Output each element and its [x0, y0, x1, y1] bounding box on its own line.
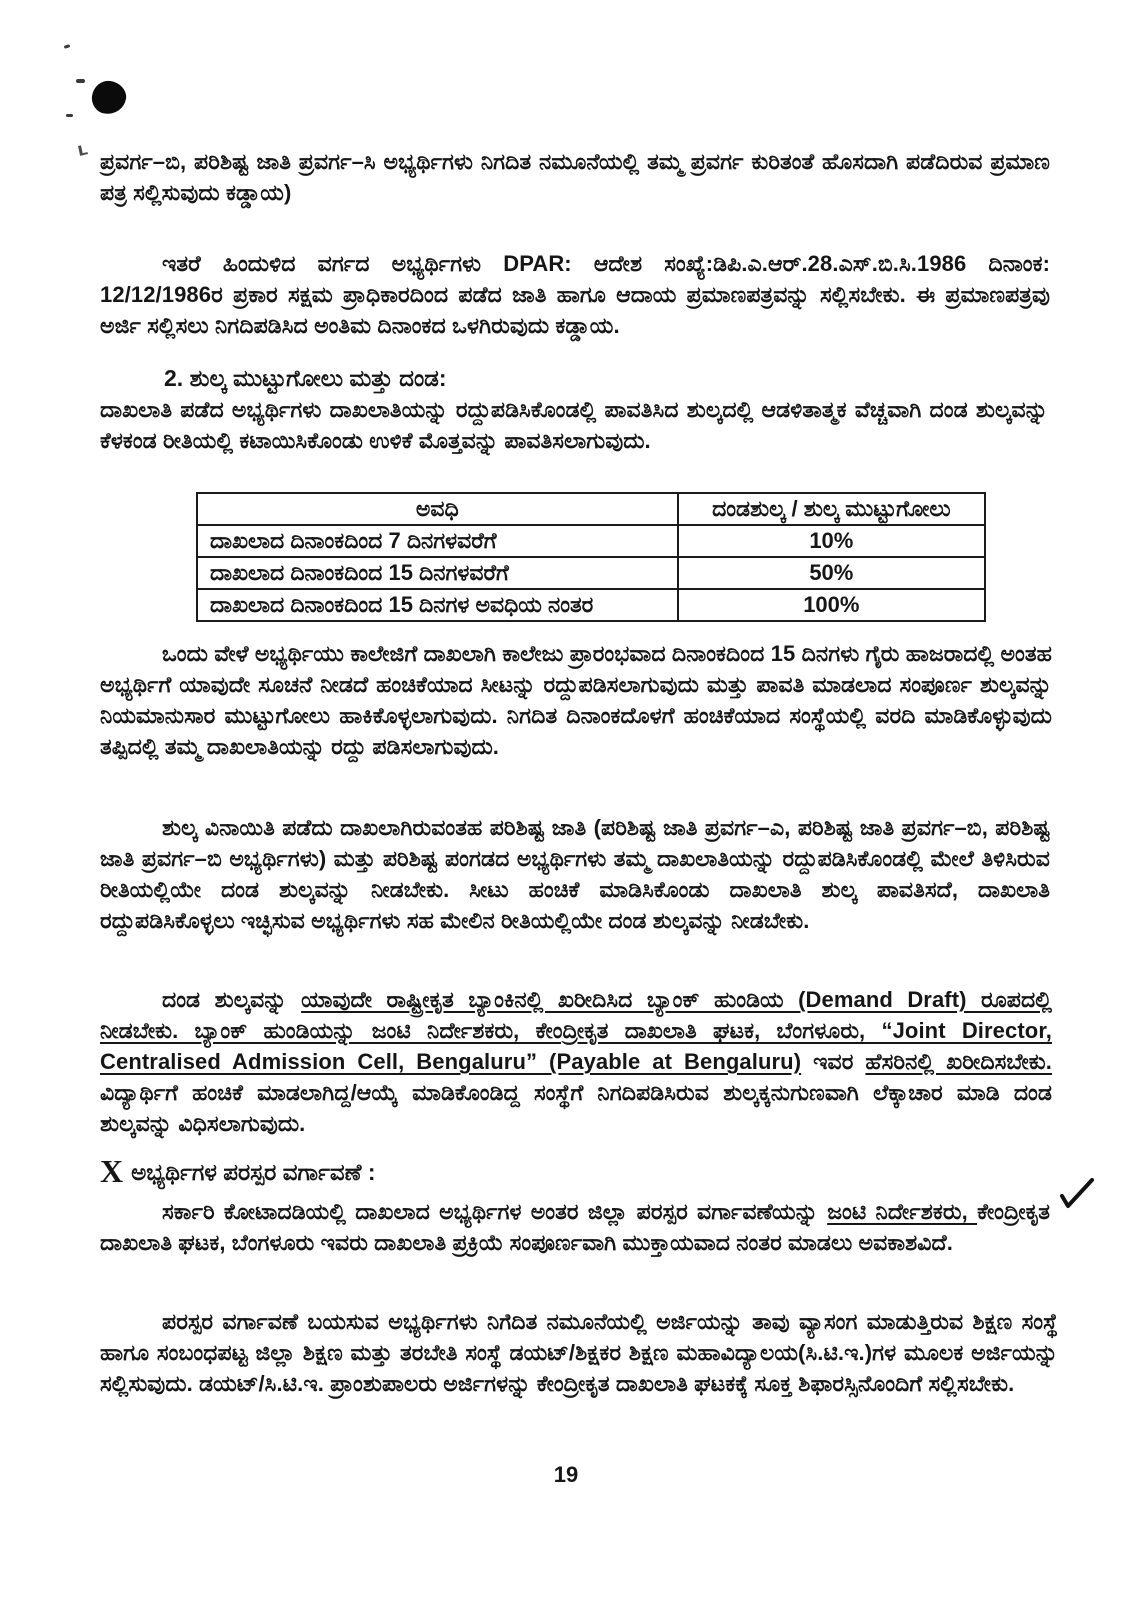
transfer-application-paragraph: ಪರಸ್ಪರ ವರ್ಗಾವಣೆ ಬಯಸುವ ಅಭ್ಯರ್ಥಿಗಳು ನಿಗದಿತ ನಮೂನೆಯಲ್ಲಿ ಅರ್ಜಿಯನ್ನು ತಾವು ವ್ಯಾಸಂಗ ಮಾಡುತ್ತಿರುವ ಶಿಕ್ಷಣ ಸಂಸ್ಥೆ ಹಾಗೂ ಸಂಬಂಧಪಟ್ಟ ಜಿಲ್ಲಾ ಶಿಕ್ಷಣ ಮತ್ತು ತರಬೇತಿ ಸಂಸ್ಥೆ ಡಯಟ್/ಶಿಕ್ಷಕರ ಶಿಕ್ಷಣ ಮಹಾವಿದ್ಯಾಲಯ(ಸಿ.ಟಿ.ಇ.)ಗಳ ಮೂಲಕ ಅರ್ಜಿಯನ್ನು ಸಲ್ಲಿಸುವುದು. ಡಯಟ್/ಸಿ.ಟಿ.ಇ. ಪ್ರಾಂಶುಪಾಲರು ಅರ್ಜಿಗಳನ್ನು ಕೇಂದ್ರೀಕೃತ ದಾಖಲಾತಿ ಘಟಕಕ್ಕೆ ಸೂಕ್ತ ಶಿಫಾರಸ್ಸಿನೊಂದಿಗೆ ಸಲ್ಲಿಸಬೇಕು. [100, 1309, 1058, 1396]
period-cell: ದಾಖಲಾದ ದಿನಾಂಕದಿಂದ 7 ದಿನಗಳವರೆಗೆ [197, 525, 678, 557]
dd-purchase-name: ಹೆಸರಿನಲ್ಲಿ ಖರೀದಿಸಬೇಕು. [865, 1049, 1052, 1074]
penalty-cell: 50% [678, 557, 985, 589]
table-header-period: ಅವಧಿ [197, 493, 678, 525]
mutual-transfer-paragraph [100, 1196, 1050, 1258]
section-x-heading [100, 1153, 376, 1189]
table-row [197, 525, 985, 557]
period-cell: ದಾಖಲಾದ ದಿನಾಂಕದಿಂದ 15 ದಿನಗಳ ಅವಧಿಯ ನಂತರ [197, 589, 678, 621]
absence-cancellation-paragraph: ಒಂದು ವೇಳೆ ಅಭ್ಯರ್ಥಿಯು ಕಾಲೇಜಿಗೆ ದಾಖಲಾಗಿ ಕಾಲೇಜು ಪ್ರಾರಂಭವಾದ ದಿನಾಂಕದಿಂದ 15 ದಿನಗಳು ಗೈರು ಹಾಜರಾದಲ್ಲಿ ಅಂತಹ ಅಭ್ಯರ್ಥಿಗೆ ಯಾವುದೇ ಸೂಚನೆ ನೀಡದೆ ಹಂಚಿಕೆಯಾದ ಸೀಟನ್ನು ರದ್ದುಪಡಿಸಲಾಗುವುದು ಮತ್ತು ಪಾವತಿ ಮಾಡಲಾದ ಸಂಪೂರ್ಣ ಶುಲ್ಕವನ್ನು ನಿಯಮಾನುಸಾರ ಮುಟ್ಟುಗೋಲು ಹಾಕಿಕೊಳ್ಳಲಾಗುವುದು. ನಿಗದಿತ ದಿನಾಂಕದೊಳಗೆ ಹಂಚಿಕೆಯಾದ ಸಂಸ್ಥೆಯಲ್ಲಿ ವರದಿ ಮಾಡಿಕೊಳ್ಳುವುದು ತಪ್ಪಿದಲ್ಲಿ ತಮ್ಮ ದಾಖಲಾತಿಯನ್ನು ರದ್ದು ಪಡಿಸಲಾಗುವುದು. [100, 641, 1052, 759]
fee-exempt-categories-paragraph: ಶುಲ್ಕ ವಿನಾಯಿತಿ ಪಡೆದು ದಾಖಲಾಗಿರುವಂತಹ ಪರಿಶಿಷ್ಟ ಜಾತಿ (ಪರಿಶಿಷ್ಟ ಜಾತಿ ಪ್ರವರ್ಗ–ಎ, ಪರಿಶಿಷ್ಟ ಜಾತಿ ಪ್ರವರ್ಗ–ಬಿ, ಪರಿಶಿಷ್ಟ ಜಾತಿ ಪ್ರವರ್ಗ–ಬಿ ಅಭ್ಯರ್ಥಿಗಳು) ಮತ್ತು ಪರಿಶಿಷ್ಟ ಪಂಗಡದ ಅಭ್ಯರ್ಥಿಗಳು ತಮ್ಮ ದಾಖಲಾತಿಯನ್ನು ರದ್ದುಪಡಿಸಿಕೊಂಡಲ್ಲಿ ಮೇಲೆ ತಿಳಿಸಿರುವ ರೀತಿಯಲ್ಲಿಯೇ ದಂಡ ಶುಲ್ಕವನ್ನು ನೀಡಬೇಕು. ಸೀಟು ಹಂಚಿಕೆ ಮಾಡಿಸಿಕೊಂಡು ದಾಖಲಾತಿ ಶುಲ್ಕ ಪಾವತಿಸದೆ, ದಾಖಲಾತಿ ರದ್ದುಪಡಿಸಿಕೊಳ್ಳಲು ಇಚ್ಛಿಸುವ ಅಭ್ಯರ್ಥಿಗಳು ಸಹ ಮೇಲಿನ ರೀತಿಯಲ್ಲಿಯೇ ದಂಡ ಶುಲ್ಕವನ್ನು ನೀಡಬೇಕು. [100, 815, 1050, 933]
ink-blot-icon [90, 79, 128, 116]
penalty-fee-table [196, 492, 986, 622]
handwritten-tick-icon [1048, 1176, 1096, 1218]
dd-payee-english: “Joint Director, Centralised Admission Cell, Bengaluru” (Payable at Bengaluru) [100, 1018, 1052, 1074]
page-number: 19 [553, 1462, 579, 1487]
order-number: ಆದೇಶ ಸಂಖ್ಯೆ:ಡಿಪಿ.ಎ.ಆರ್.28.ಎಸ್.ಬಿ.ಸಿ.1986 ದಿನಾಂಕ: 12/12/1986ರ [100, 251, 1051, 307]
continuation-paragraph: ಪ್ರವರ್ಗ–ಬಿ, ಪರಿಶಿಷ್ಟ ಜಾತಿ ಪ್ರವರ್ಗ–ಸಿ ಅಭ್ಯರ್ಥಿಗಳು ನಿಗದಿತ ನಮೂನೆಯಲ್ಲಿ ತಮ್ಮ ಪ್ರವರ್ಗ ಕುರಿತಂತೆ ಹೊಸದಾಗಿ ಪಡೆದಿರುವ ಪ್ರಮಾಣ ಪತ್ರ ಸಲ್ಲಿಸುವುದು ಕಡ್ಡಾಯ) [100, 149, 1050, 205]
section-2-heading: 2. ಶುಲ್ಕ ಮುಟ್ಟುಗೋಲು ಮತ್ತು ದಂಡ: [164, 365, 447, 391]
transfer-intro: ಸರ್ಕಾರಿ ಕೋಟಾದಡಿಯಲ್ಲಿ ದಾಖಲಾದ ಅಭ್ಯರ್ಥಿಗಳ ಅಂತರ ಜಿಲ್ಲಾ ಪರಸ್ಪರ ವರ್ಗಾವಣೆಯನ್ನು [162, 1199, 828, 1224]
table-header-row [197, 493, 985, 525]
period-cell: ದಾಖಲಾದ ದಿನಾಂಕದಿಂದ 15 ದಿನಗಳವರೆಗೆ [197, 557, 678, 589]
penalty-cell: 10% [678, 525, 985, 557]
pen-squiggle-mark [78, 144, 88, 155]
dd-bank-instruction: ಯಾವುದೇ ರಾಷ್ಟ್ರೀಕೃತ ಬ್ಯಾಂಕಿನಲ್ಲಿ ಖರೀದಿಸಿದ ಬ್ಯಾಂಕ್ ಹುಂಡಿಯ (Demand Draft) ರೂಪದಲ್ಲಿ ನೀಡಬೇಕು. ಬ್ಯಾಂಕ್ ಹುಂಡಿಯನ್ನು ಜಂಟಿ ನಿರ್ದೇಶಕರು, ಕೇಂದ್ರೀಕೃತ ದಾಖಲಾತಿ ಘಟಕ, ಬೆಂಗಳೂರು, [100, 987, 1052, 1043]
table-header-penalty: ದಂಡಶುಲ್ಕ / ಶುಲ್ಕ ಮುಟ್ಟುಗೋಲು [678, 493, 985, 525]
section-x-title: ಅಭ್ಯರ್ಥಿಗಳ ಪರಸ್ಪರ ವರ್ಗಾವಣೆ : [131, 1159, 376, 1185]
transfer-rest: ಕೇಂದ್ರೀಕೃತ ದಾಖಲಾತಿ ಘಟಕ, ಬೆಂಗಳೂರು ಇವರು ದಾಖಲಾತಿ ಪ್ರಕ್ರಿಯೆ ಸಂಪೂರ್ಣವಾಗಿ ಮುಕ್ತಾಯವಾದ ನಂತರ ಮಾಡಲು ಅವಕಾಶವಿದೆ. [100, 1199, 1050, 1255]
section-x-prefix: X [100, 1153, 124, 1189]
dd-ivara: ಇವರ [801, 1049, 866, 1074]
penalty-cell: 100% [678, 589, 985, 621]
pen-dash-mark [76, 79, 85, 83]
pen-dash-mark [66, 114, 73, 117]
dd-intro: ದಂಡ ಶುಲ್ಕವನ್ನು [162, 987, 302, 1012]
dd-calculation: ವಿದ್ಯಾರ್ಥಿಗೆ ಹಂಚಿಕೆ ಮಾಡಲಾಗಿದ್ದ/ಆಯ್ಕೆ ಮಾಡಿಕೊಂಡಿದ್ದ ಸಂಸ್ಥೆಗೆ ನಿಗದಿಪಡಿಸಿರುವ ಶುಲ್ಕಕ್ಕನುಗುಣವಾಗಿ ಲೆಕ್ಕಾಚಾರ ಮಾಡಿ ದಂಡ ಶುಲ್ಕವನ್ನು ವಿಧಿಸಲಾಗುವುದು. [100, 1080, 1052, 1136]
table-row [197, 557, 985, 589]
transfer-authority: ಜಂಟಿ ನಿರ್ದೇಶಕರು, [827, 1199, 978, 1224]
pen-dash-mark [64, 44, 71, 49]
dpar-label: DPAR: [503, 251, 594, 276]
fee-forfeiture-intro-paragraph: ದಾಖಲಾತಿ ಪಡೆದ ಅಭ್ಯರ್ಥಿಗಳು ದಾಖಲಾತಿಯನ್ನು ರದ್ದುಪಡಿಸಿಕೊಂಡಲ್ಲಿ ಪಾವತಿಸಿದ ಶುಲ್ಕದಲ್ಲಿ ಆಡಳಿತಾತ್ಮಕ ವೆಚ್ಚವಾಗಿ ದಂಡ ಶುಲ್ಕವನ್ನು ಕೆಳಕಂಡ ರೀತಿಯಲ್ಲಿ ಕಟಾಯಿಸಿಕೊಂಡು ಉಳಿಕೆ ಮೊತ್ತವನ್ನು ಪಾವತಿಸಲಾಗುವುದು. [100, 397, 1048, 453]
table-row [197, 589, 985, 621]
demand-draft-paragraph [100, 984, 1052, 1139]
obc-paragraph-text: ಇತರೆ ಹಿಂದುಳಿದ ವರ್ಗದ ಅಭ್ಯರ್ಥಿಗಳು [162, 251, 504, 276]
obc-certificate-paragraph [100, 248, 1050, 341]
obc-paragraph-rest: ಪ್ರಕಾರ ಸಕ್ಷಮ ಪ್ರಾಧಿಕಾರದಿಂದ ಪಡೆದ ಜಾತಿ ಹಾಗೂ ಆದಾಯ ಪ್ರಮಾಣಪತ್ರವನ್ನು ಸಲ್ಲಿಸಬೇಕು. ಈ ಪ್ರಮಾಣಪತ್ರವು ಅರ್ಜಿ ಸಲ್ಲಿಸಲು ನಿಗದಿಪಡಿಸಿದ ಅಂತಿಮ ದಿನಾಂಕದ ಒಳಗಿರುವುದು ಕಡ್ಡಾಯ. [100, 282, 1051, 338]
